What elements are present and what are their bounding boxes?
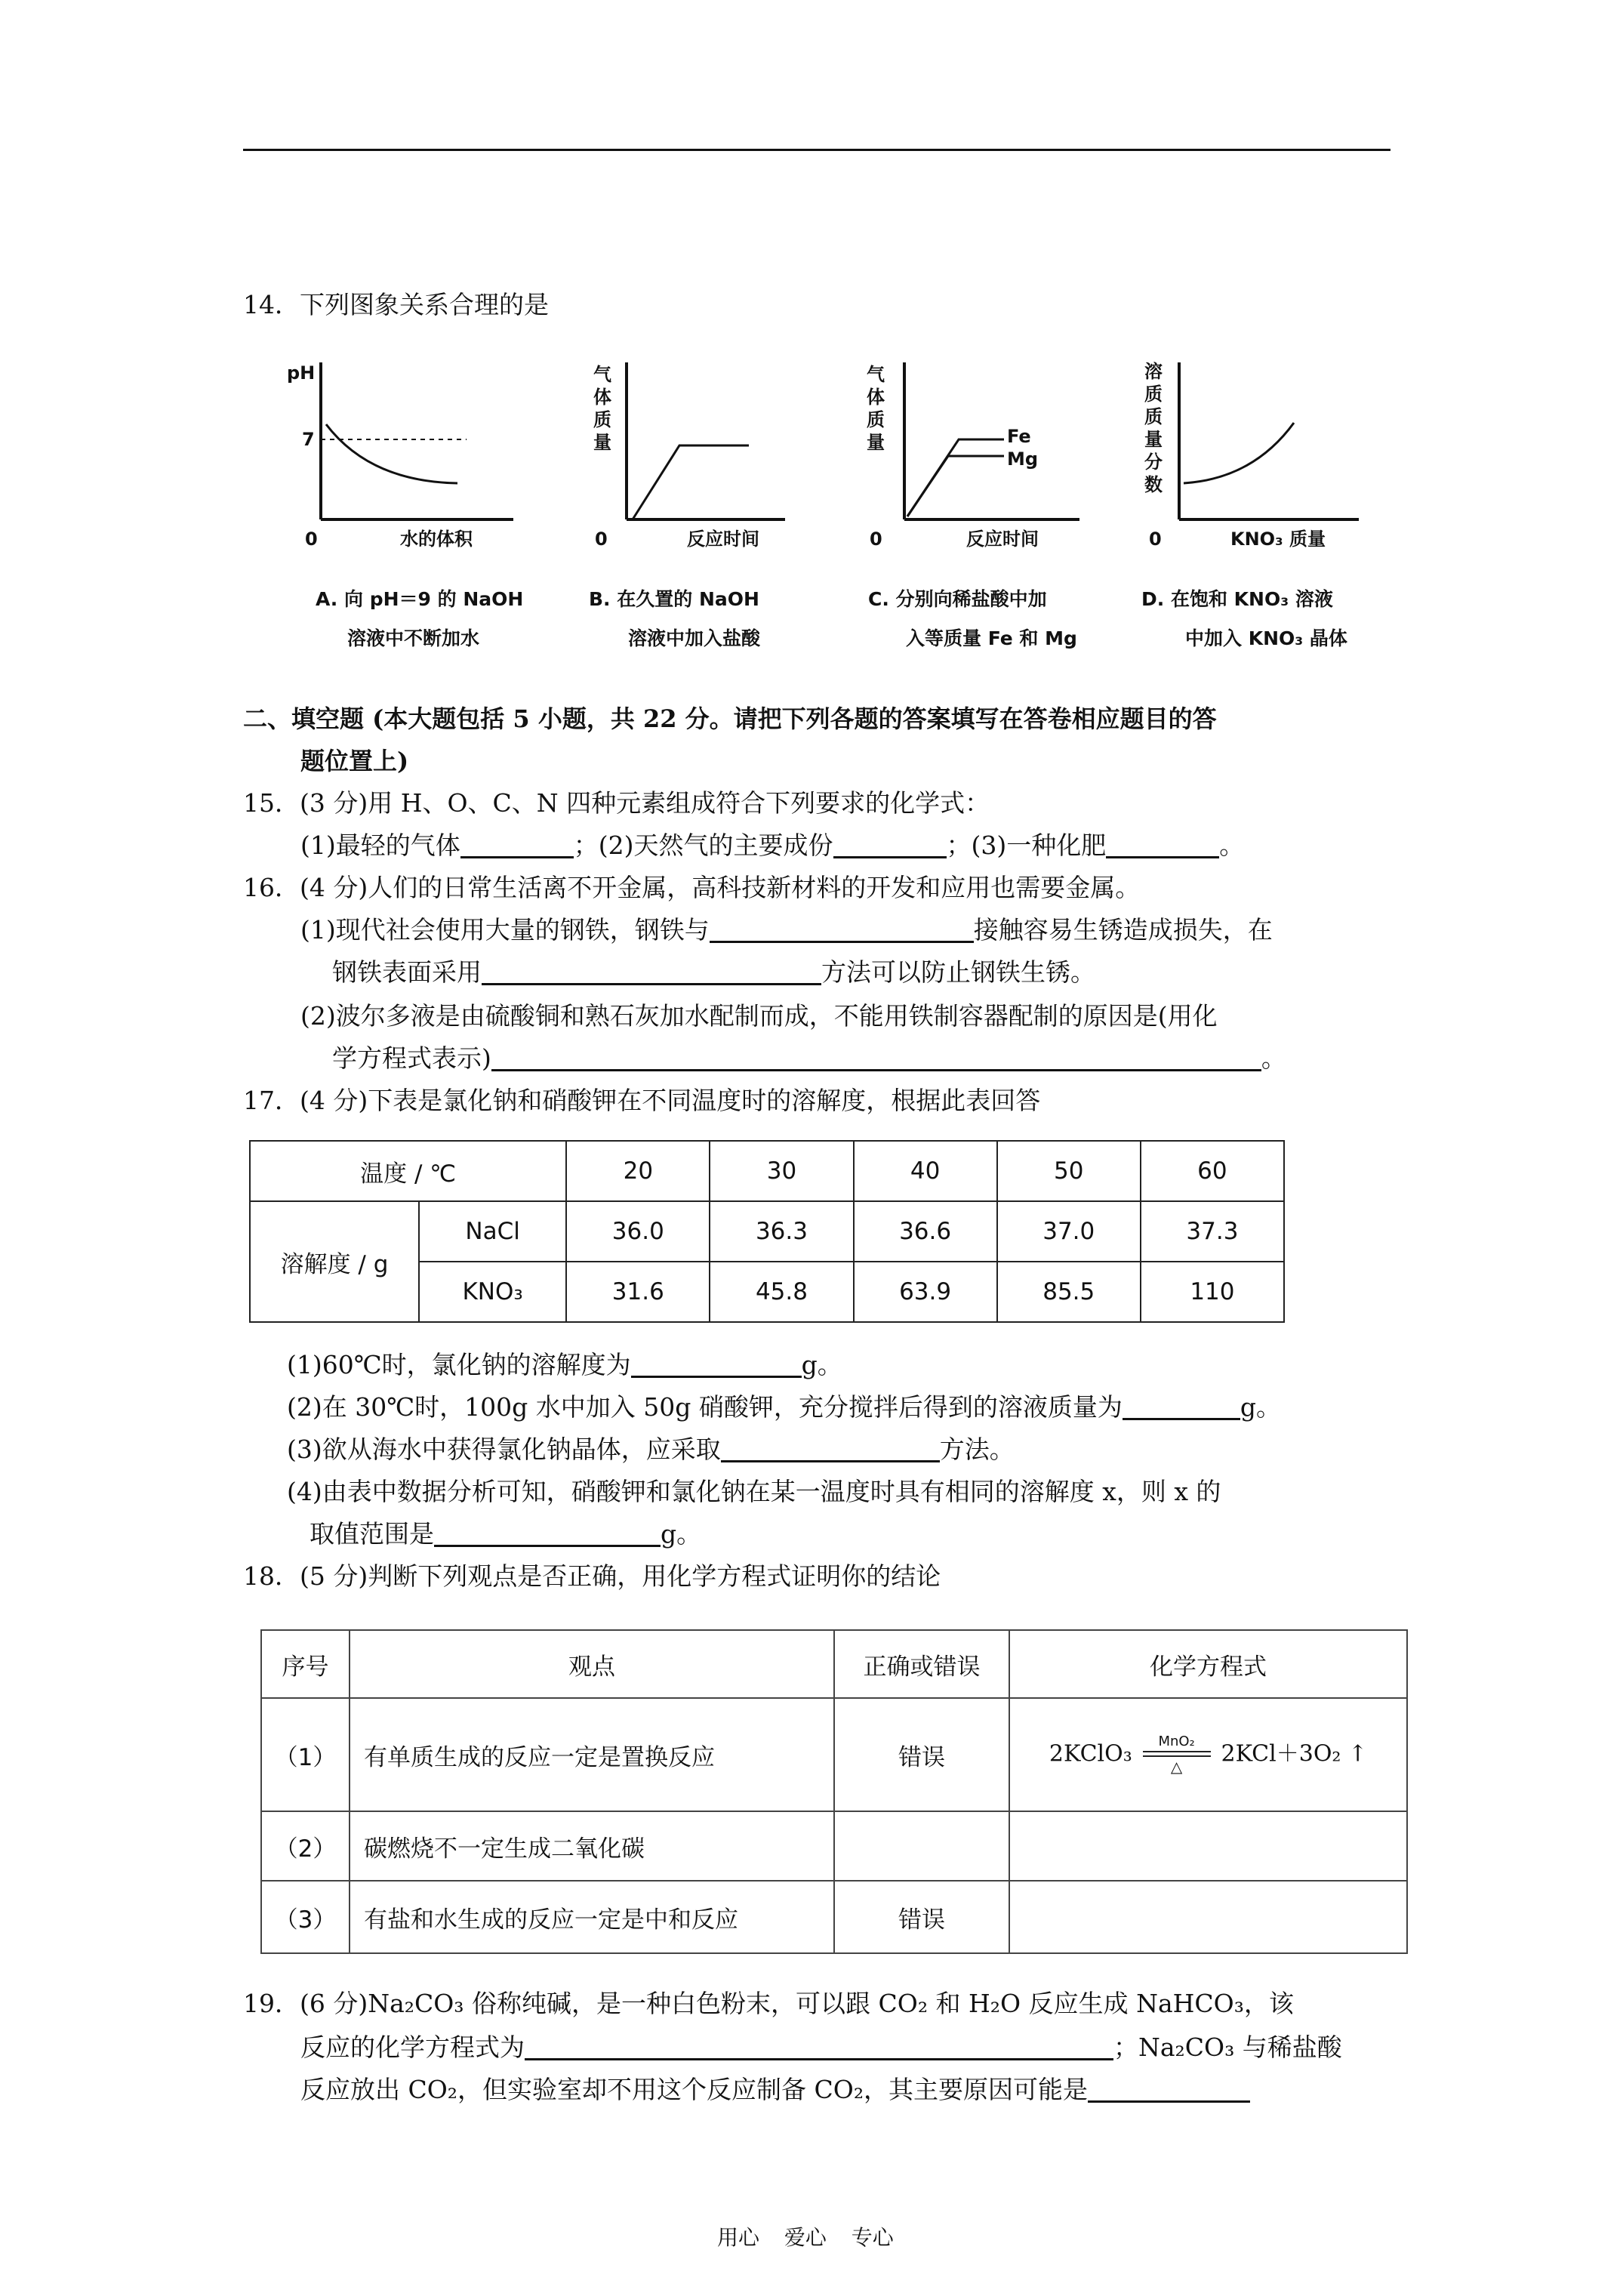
kno3-name: KNO₃	[419, 1262, 566, 1322]
section2-line2: 题位置上)	[300, 747, 409, 775]
graph-c	[853, 355, 1102, 565]
graph-d	[1132, 355, 1374, 565]
q15-blank3[interactable]	[1106, 831, 1219, 858]
q17-sub3	[287, 1433, 1015, 1466]
q17-s2-b: g。	[1240, 1392, 1281, 1422]
eq-left: 2KClO₃	[1049, 1740, 1132, 1767]
q17-sub4: (4)由表中数据分析可知，硝酸钾和氯化钠在某一温度时具有相同的溶解度 x，则 x 的	[287, 1477, 1221, 1506]
row3-equation[interactable]	[1009, 1881, 1407, 1953]
q17-line1: 17．(4 分)下表是氯化钠和硝酸钾在不同温度时的溶解度，根据此表回答	[243, 1086, 1041, 1115]
eq-right: 2KCl＋3O₂ ↑	[1221, 1740, 1368, 1767]
q15-line1: 15．(3 分)用 H、O、C、N 四种元素组成符合下列要求的化学式：	[243, 788, 990, 818]
caption-c-text1: 分别向稀盐酸中加	[895, 588, 1047, 610]
q17-s3-b: 方法。	[939, 1435, 1015, 1464]
q17-s1-b: g。	[801, 1350, 842, 1379]
q16-l2-b: 接触容易生锈造成损失，在	[973, 915, 1273, 945]
graph-c-origin: 0	[870, 529, 882, 550]
row3-judge: 错误	[834, 1881, 1009, 1953]
caption-d-line1	[1141, 581, 1333, 618]
q17-blank3[interactable]	[721, 1435, 940, 1462]
caption-d-text1: 在饱和 KNO₃ 溶液	[1170, 588, 1333, 610]
graph-a-curve	[326, 424, 457, 483]
nacl-name: NaCl	[419, 1201, 566, 1262]
q16-l5-a: 学方程式表示)	[332, 1043, 491, 1073]
q19-line1: 19．(6 分)Na₂CO₃ 俗称纯碱，是一种白色粉末，可以跟 CO₂ 和 H₂O 反应生成 NaHCO₃，该	[243, 1989, 1294, 2018]
caption-a-line1	[316, 581, 523, 618]
graph-a	[287, 355, 528, 565]
q16-l2-a: (1)现代社会使用大量的钢铁，钢铁与	[300, 915, 710, 945]
q17-s2-a: (2)在 30℃时，100g 水中加入 50g 硝酸钾，充分搅拌后得到的溶液质量为	[287, 1392, 1123, 1422]
viewpoint-row-3	[261, 1881, 1407, 1953]
graph-c-mg-line	[907, 456, 1004, 516]
q15-blank2[interactable]	[833, 831, 947, 858]
kno3-20: 31.6	[566, 1262, 710, 1322]
nacl-30: 36.3	[710, 1201, 853, 1262]
temp-20: 20	[566, 1141, 710, 1201]
row1-view: 有单质生成的反应一定是置换反应	[350, 1698, 834, 1811]
graph-a-xlabel: 水的体积	[400, 529, 473, 550]
graph-b-line	[633, 445, 749, 519]
viewpoint-row-1	[261, 1698, 1407, 1811]
q16-line3	[332, 956, 1095, 989]
q19-l2-a: 反应的化学方程式为	[300, 2032, 525, 2062]
temp-50: 50	[997, 1141, 1141, 1201]
header-view: 观点	[350, 1630, 834, 1698]
eq-catalyst: MnO₂	[1158, 1734, 1195, 1749]
header-rule	[243, 149, 1390, 151]
graph-a-ylabel: pH	[287, 362, 316, 384]
eq-equal-sign	[1143, 1751, 1211, 1757]
q15-part3: ；(3)一种化肥	[946, 831, 1107, 860]
q18-line1: 18．(5 分)判断下列观点是否正确，用化学方程式证明你的结论	[243, 1561, 941, 1591]
row3-no: （3）	[261, 1881, 350, 1953]
graph-d-curve	[1184, 423, 1294, 483]
q16-blank1[interactable]	[710, 915, 974, 943]
nacl-60: 37.3	[1141, 1201, 1284, 1262]
row1-equation	[1009, 1698, 1407, 1811]
q19-blank2[interactable]	[1088, 2075, 1250, 2103]
graph-b-xlabel: 反应时间	[687, 529, 759, 550]
caption-d-letter: D.	[1141, 588, 1165, 610]
graph-a-svg	[287, 355, 528, 559]
caption-c-letter: C.	[868, 588, 889, 610]
header-equation: 化学方程式	[1009, 1630, 1407, 1698]
nacl-row	[250, 1201, 1284, 1262]
q16-blank3[interactable]	[491, 1043, 1261, 1071]
q17-sub5	[310, 1518, 701, 1551]
caption-a-line2: 溶液中不断加水	[347, 627, 480, 649]
kno3-50: 85.5	[997, 1262, 1141, 1322]
nacl-20: 36.0	[566, 1201, 710, 1262]
q17-blank4[interactable]	[434, 1519, 661, 1547]
q17-s5-b: g。	[661, 1519, 702, 1549]
graph-c-xlabel: 反应时间	[966, 529, 1039, 550]
viewpoint-table	[260, 1629, 1408, 1954]
temp-30: 30	[710, 1141, 853, 1201]
q15-part4: 。	[1219, 831, 1245, 860]
q16-l3-b: 方法可以防止钢铁生锈。	[821, 957, 1095, 987]
page-footer: 用心 爱心 专心	[717, 2225, 894, 2250]
row2-equation[interactable]	[1009, 1811, 1407, 1881]
q16-line2	[300, 914, 1273, 947]
graph-b-ylabel: 气体质量	[593, 364, 611, 453]
kno3-40: 63.9	[854, 1262, 997, 1322]
graph-c-fe-label: Fe	[1007, 426, 1031, 447]
q17-sub1	[287, 1348, 842, 1382]
solubility-header-row	[250, 1141, 1284, 1201]
header-no: 序号	[261, 1630, 350, 1698]
row2-judge[interactable]	[834, 1811, 1009, 1881]
header-judge: 正确或错误	[834, 1630, 1009, 1698]
q14-text: 14．下列图象关系合理的是	[243, 290, 549, 319]
q17-blank2[interactable]	[1123, 1392, 1240, 1420]
q16-line4: (2)波尔多液是由硫酸铜和熟石灰加水配制而成，不能用铁制容器配制的原因是(用化	[300, 1001, 1218, 1031]
caption-d-line2: 中加入 KNO₃ 晶体	[1185, 627, 1347, 649]
q15-blank1[interactable]	[460, 831, 574, 858]
graph-d-ylabel: 溶质质量分数	[1144, 361, 1163, 495]
q17-s5-a: 取值范围是	[310, 1519, 434, 1549]
q16-blank2[interactable]	[482, 957, 821, 985]
temp-header: 温度 / ℃	[250, 1141, 566, 1201]
q19-blank1[interactable]	[525, 2032, 1113, 2060]
row1-no: （1）	[261, 1698, 350, 1811]
row3-view: 有盐和水生成的反应一定是中和反应	[350, 1881, 834, 1953]
nacl-50: 37.0	[997, 1201, 1141, 1262]
caption-b-line1	[589, 581, 759, 618]
graph-a-origin: 0	[305, 529, 318, 550]
nacl-40: 36.6	[854, 1201, 997, 1262]
q16-l3-a: 钢铁表面采用	[332, 957, 482, 987]
caption-a-letter: A.	[316, 588, 338, 610]
q19-l3-a: 反应放出 CO₂，但实验室却不用这个反应制备 CO₂，其主要原因可能是	[300, 2075, 1089, 2104]
graph-c-ylabel: 气体质量	[867, 364, 885, 453]
q16-line5	[332, 1042, 1286, 1075]
q15-part1: (1)最轻的气体	[300, 831, 460, 860]
caption-c-line2: 入等质量 Fe 和 Mg	[906, 627, 1077, 649]
viewpoint-row-2	[261, 1811, 1407, 1881]
kno3-60: 110	[1141, 1262, 1284, 1322]
q17-blank1[interactable]	[631, 1350, 802, 1378]
graph-b-svg	[574, 355, 800, 559]
q17-s3-a: (3)欲从海水中获得氯化钠晶体，应采取	[287, 1435, 721, 1464]
q19-line3	[300, 2073, 1250, 2106]
graph-d-svg	[1132, 355, 1374, 559]
q19-line2	[300, 2031, 1342, 2064]
graph-b	[574, 355, 800, 565]
q17-sub2	[287, 1391, 1281, 1424]
graph-b-origin: 0	[595, 529, 608, 550]
q15-part2: ；(2)天然气的主要成份	[573, 831, 833, 860]
graph-d-origin: 0	[1149, 529, 1162, 550]
graph-c-svg	[853, 355, 1102, 559]
caption-c-line1	[868, 581, 1047, 618]
temp-60: 60	[1141, 1141, 1284, 1201]
viewpoint-header-row	[261, 1630, 1407, 1698]
caption-b-text1: 在久置的 NaOH	[617, 588, 759, 610]
q17-s1-a: (1)60℃时，氯化钠的溶解度为	[287, 1350, 631, 1379]
caption-a-text1: 向 pH＝9 的 NaOH	[344, 588, 524, 610]
solubility-table	[249, 1140, 1285, 1323]
q15-line2	[300, 829, 1244, 862]
eq-arrow	[1143, 1733, 1211, 1777]
temp-40: 40	[854, 1141, 997, 1201]
eq-condition: △	[1170, 1758, 1183, 1776]
section2-line1: 二、填空题 (本大题包括 5 小题，共 22 分。请把下列各题的答案填写在答卷相应题目的答	[243, 704, 1217, 733]
caption-b-letter: B.	[589, 588, 611, 610]
q16-line1: 16．(4 分)人们的日常生活离不开金属，高科技新材料的开发和应用也需要金属。	[243, 873, 1141, 902]
q19-l2-b: ；Na₂CO₃ 与稀盐酸	[1113, 2032, 1342, 2062]
graph-c-mg-label: Mg	[1007, 448, 1039, 470]
graph-c-fe-line	[907, 439, 1004, 516]
q16-l5-b: 。	[1261, 1043, 1286, 1073]
row2-no: （2）	[261, 1811, 350, 1881]
graph-d-xlabel: KNO₃ 质量	[1230, 529, 1326, 550]
graph-a-ytick: 7	[302, 429, 315, 450]
caption-b-line2: 溶液中加入盐酸	[628, 627, 761, 649]
kno3-30: 45.8	[710, 1262, 853, 1322]
solubility-header: 溶解度 / g	[250, 1201, 419, 1322]
row1-judge: 错误	[834, 1698, 1009, 1811]
row2-view: 碳燃烧不一定生成二氧化碳	[350, 1811, 834, 1881]
